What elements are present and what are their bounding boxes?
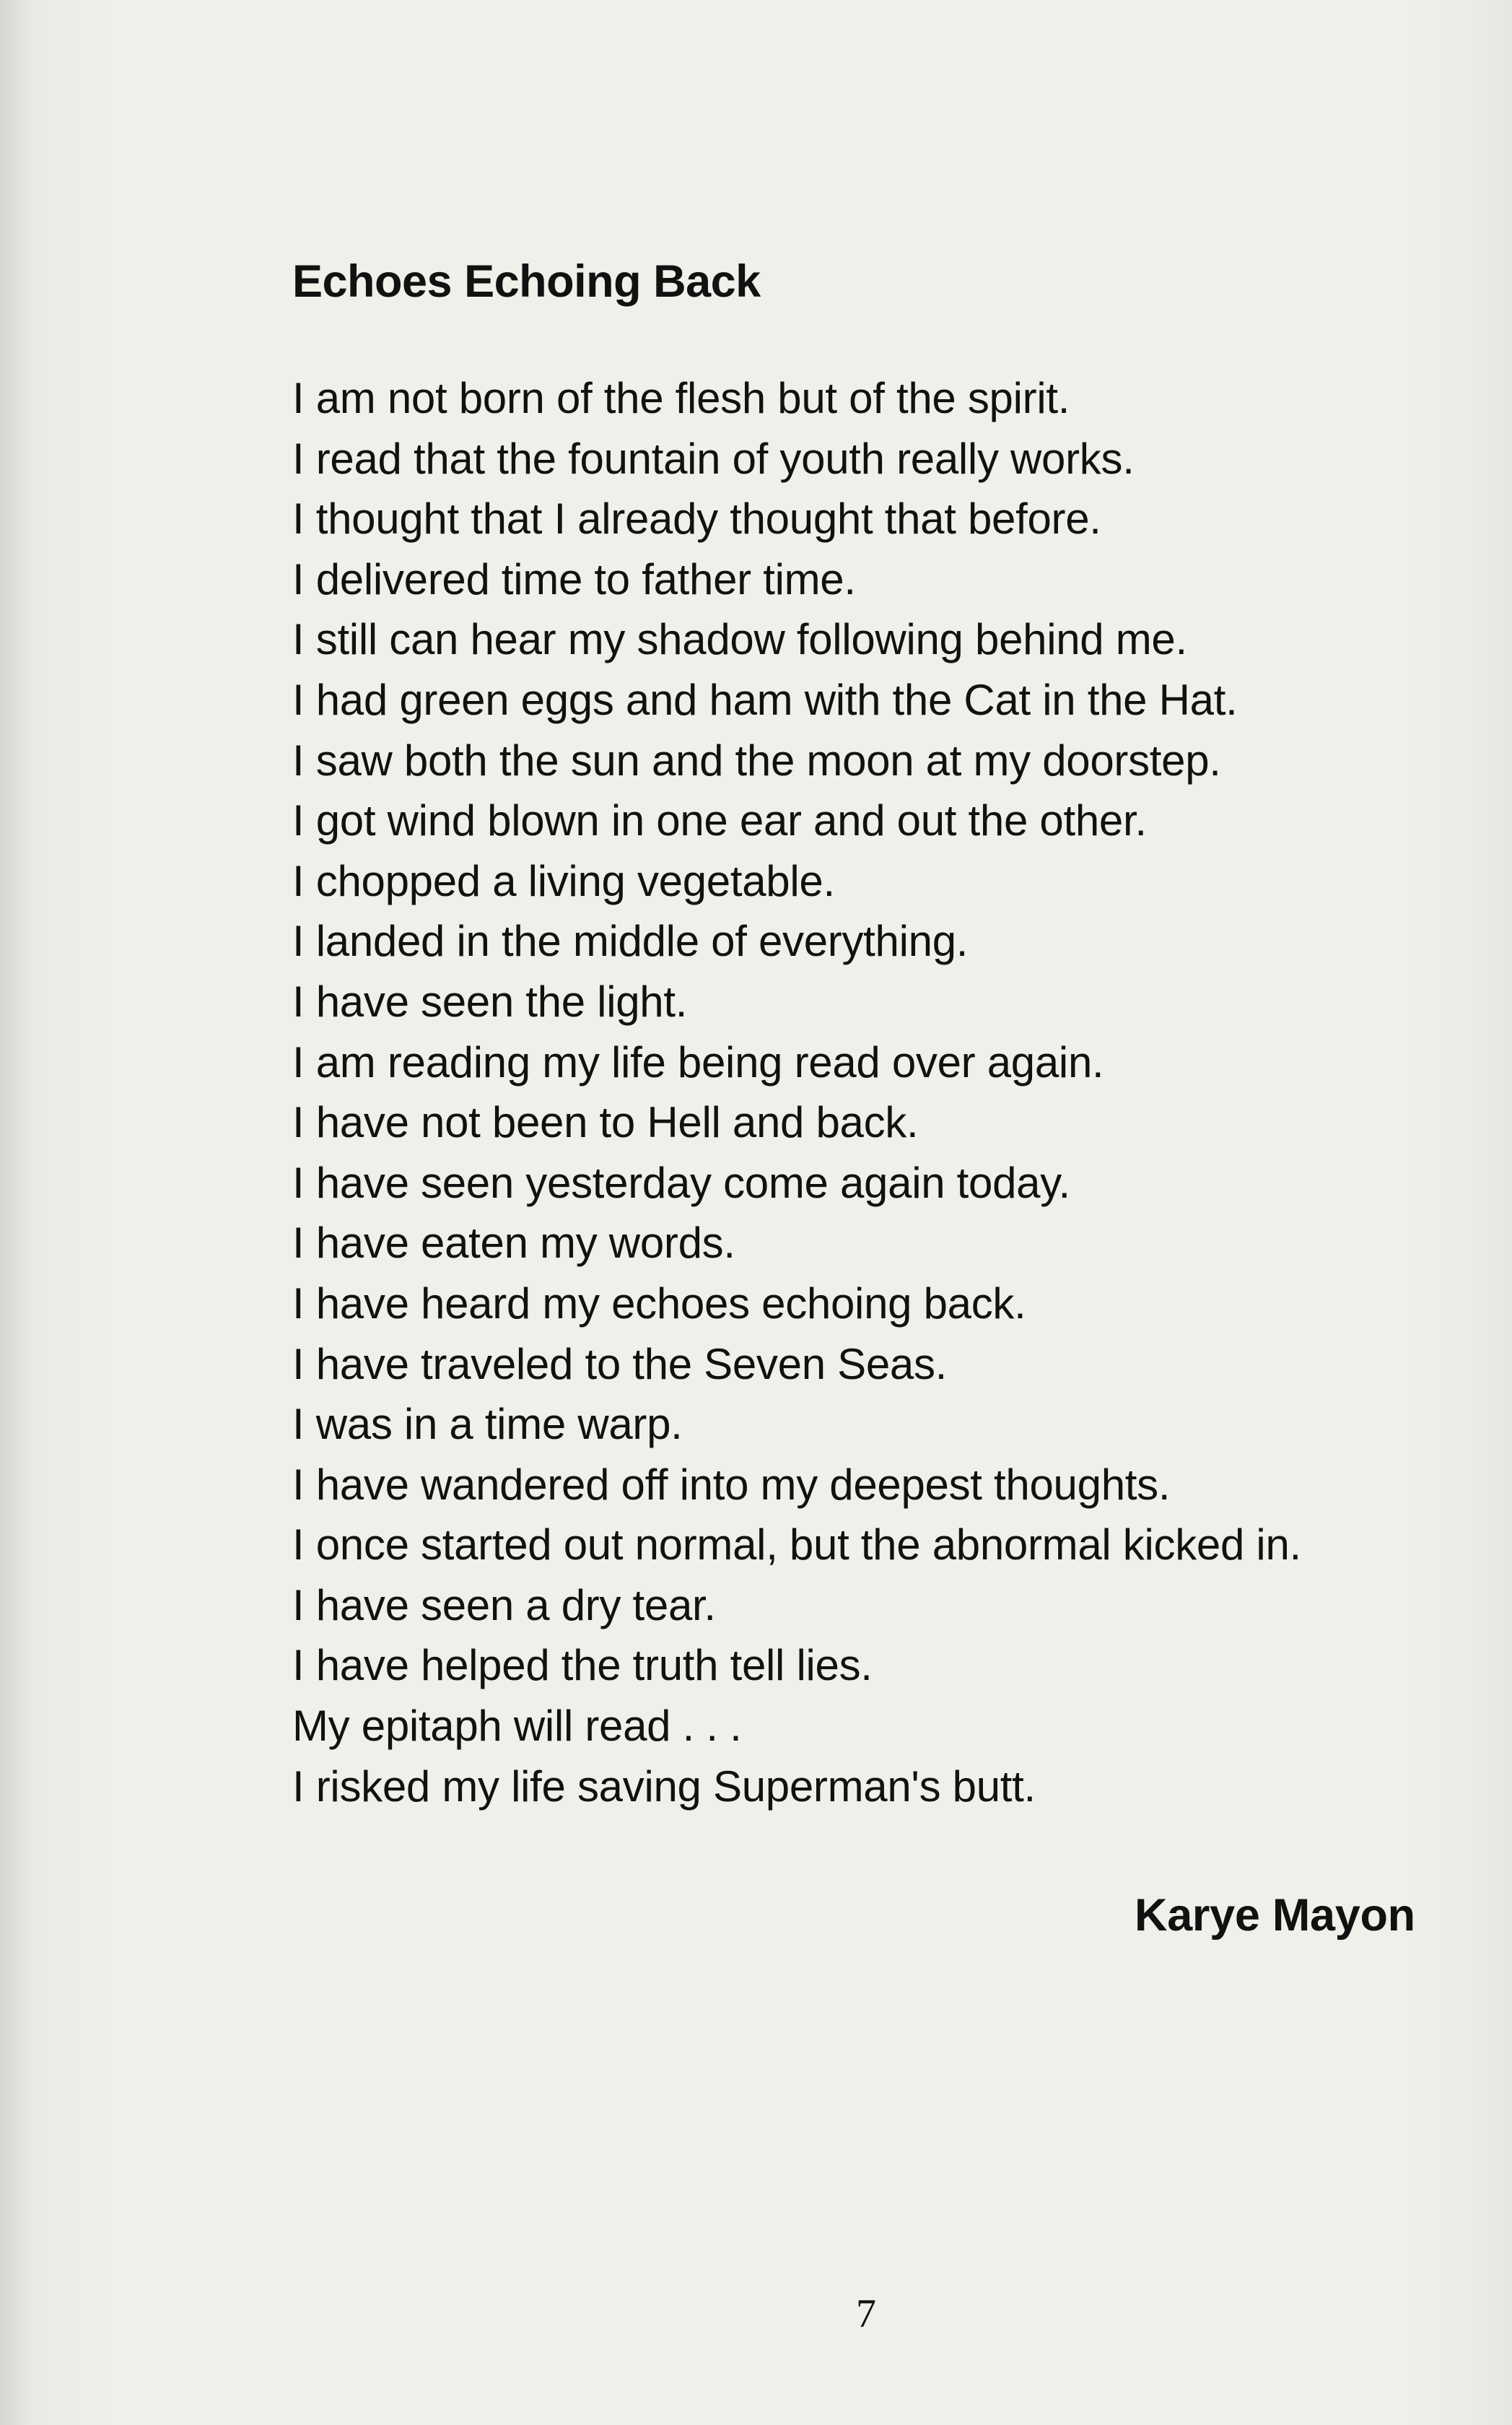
poem-line: I saw both the sun and the moon at my doorstep. bbox=[292, 736, 1221, 785]
poem-lines bbox=[292, 368, 1490, 1816]
poem-author: Karye Mayon bbox=[1135, 1890, 1415, 1941]
poem-line: I am not born of the flesh but of the spirit. bbox=[292, 374, 1070, 422]
poem-line: I have heard my echoes echoing back. bbox=[292, 1279, 1026, 1328]
poem-line: I had green eggs and ham with the Cat in the Hat. bbox=[292, 675, 1238, 724]
poem-line: I landed in the middle of everything. bbox=[292, 917, 969, 966]
poem-line: My epitaph will read . . . bbox=[292, 1702, 742, 1751]
poem-line: I have seen a dry tear. bbox=[292, 1580, 716, 1629]
poem-line: I still can hear my shadow following behind me. bbox=[292, 615, 1187, 664]
poem-line: I risked my life saving Superman's butt. bbox=[292, 1762, 1036, 1811]
poem-line: I have traveled to the Seven Seas. bbox=[292, 1339, 948, 1388]
poem-line: I was in a time warp. bbox=[292, 1400, 683, 1449]
poem bbox=[292, 253, 1490, 1816]
poem-line: I thought that I already thought that before. bbox=[292, 495, 1101, 544]
poem-line: I have helped the truth tell lies. bbox=[292, 1641, 873, 1690]
poem-line: I have wandered off into my deepest thoughts. bbox=[292, 1460, 1171, 1509]
poem-title: Echoes Echoing Back bbox=[292, 256, 761, 307]
binding-shadow bbox=[0, 0, 29, 2425]
poem-line: I have eaten my words. bbox=[292, 1219, 735, 1268]
poem-line: I have seen yesterday come again today. bbox=[292, 1158, 1070, 1207]
poem-line: I have not been to Hell and back. bbox=[292, 1098, 919, 1147]
poem-line: I once started out normal, but the abnormal kicked in. bbox=[292, 1520, 1301, 1569]
poem-line: I got wind blown in one ear and out the other. bbox=[292, 796, 1147, 845]
poem-line: I read that the fountain of youth really works. bbox=[292, 434, 1135, 483]
poem-line: I am reading my life being read over again. bbox=[292, 1037, 1104, 1087]
poem-line: I have seen the light. bbox=[292, 977, 688, 1026]
poem-line: I chopped a living vegetable. bbox=[292, 856, 835, 905]
page-number: 7 bbox=[856, 2291, 876, 2336]
poem-line: I delivered time to father time. bbox=[292, 554, 856, 604]
